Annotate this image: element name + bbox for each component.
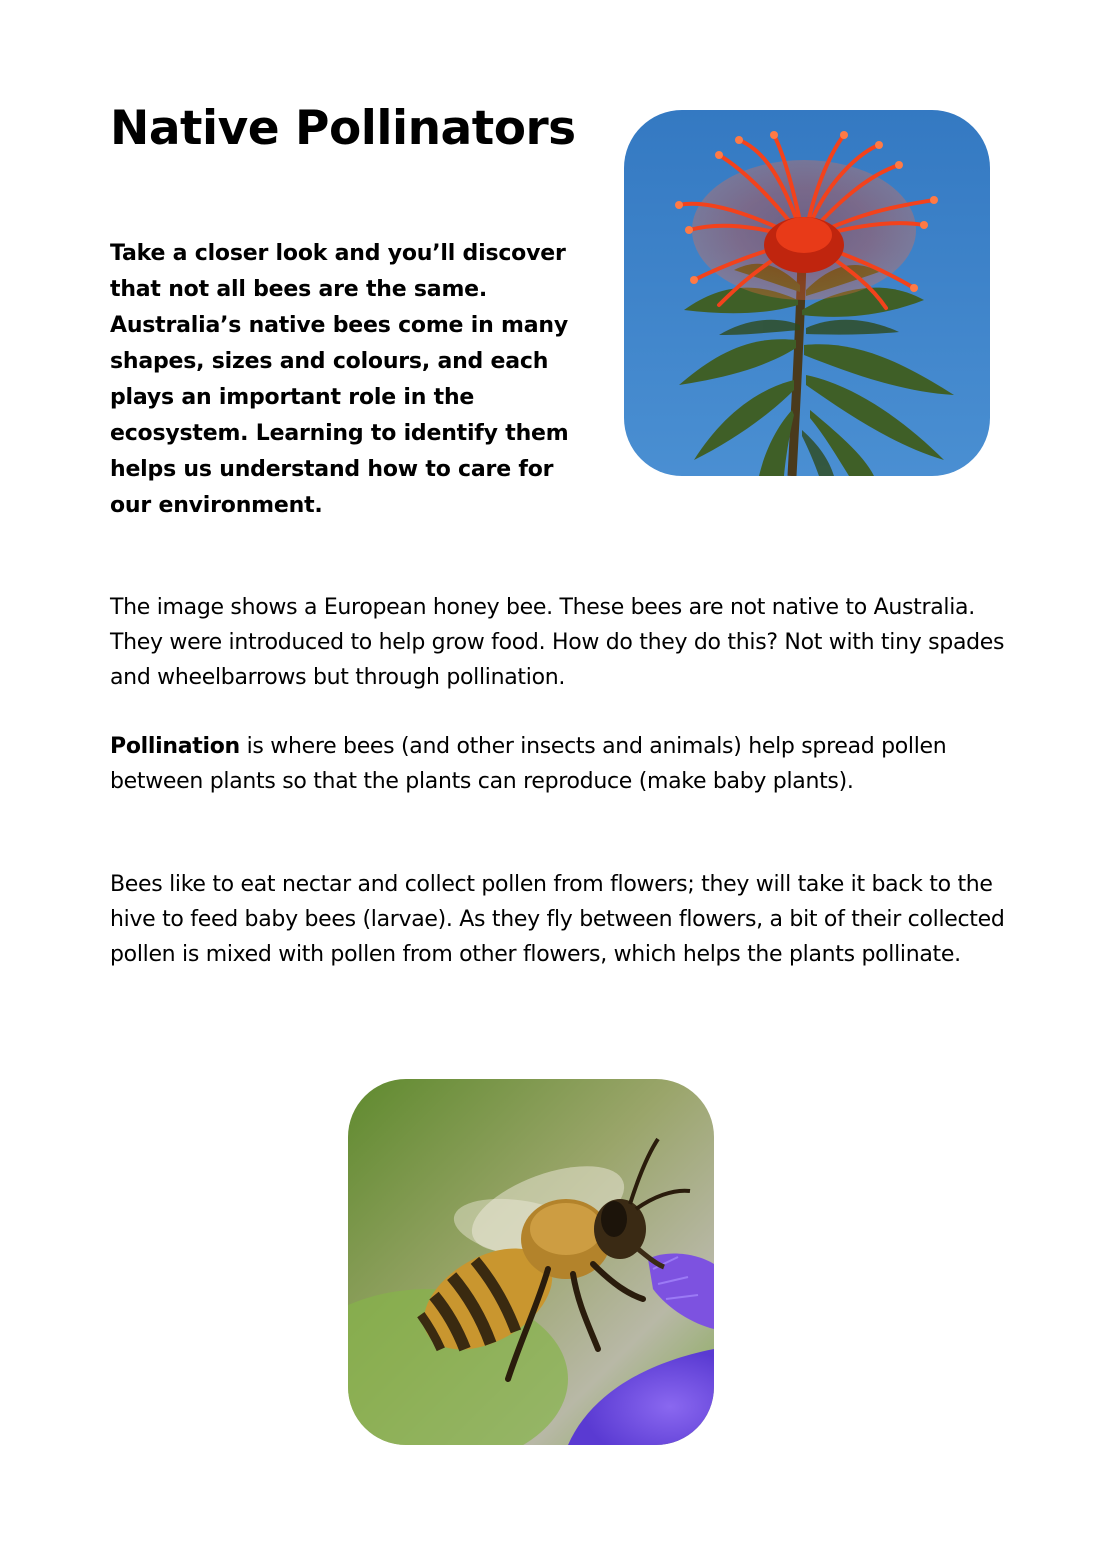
- intro-paragraph: Take a closer look and you’ll discover that not all bees are the same. Australia’s native bees come in many shapes, sizes and colours, and each plays an important role in the ecosystem. Learning to identify them helps us understand how to care for our environment.: [110, 241, 569, 518]
- page-title: Native Pollinators: [110, 101, 576, 156]
- pollination-definition: is where bees (and other insects and animals) help spread pollen between plants so that the plants can reproduce (make baby plants).: [110, 734, 947, 794]
- pincushion-flower-image: [624, 110, 990, 476]
- bee-photo: [348, 1079, 714, 1445]
- body-paragraph-1: The image shows a European honey bee. These bees are not native to Australia. They were introduced to help grow food. How do they do this? Not with tiny spades and wheelbarrows but through pollination.: [110, 595, 1005, 690]
- flower-photo: [624, 110, 990, 476]
- honey-bee-image: [348, 1079, 714, 1445]
- body-paragraph-3: Bees like to eat nectar and collect pollen from flowers; they will take it back to the hive to feed baby bees (larvae). As they fly between flowers, a bit of their collected pollen is mixed with pollen from other flowers, which helps the plants pollinate.: [110, 872, 1005, 967]
- body-paragraph-2: [110, 729, 1010, 799]
- pollination-term: Pollination: [110, 734, 240, 759]
